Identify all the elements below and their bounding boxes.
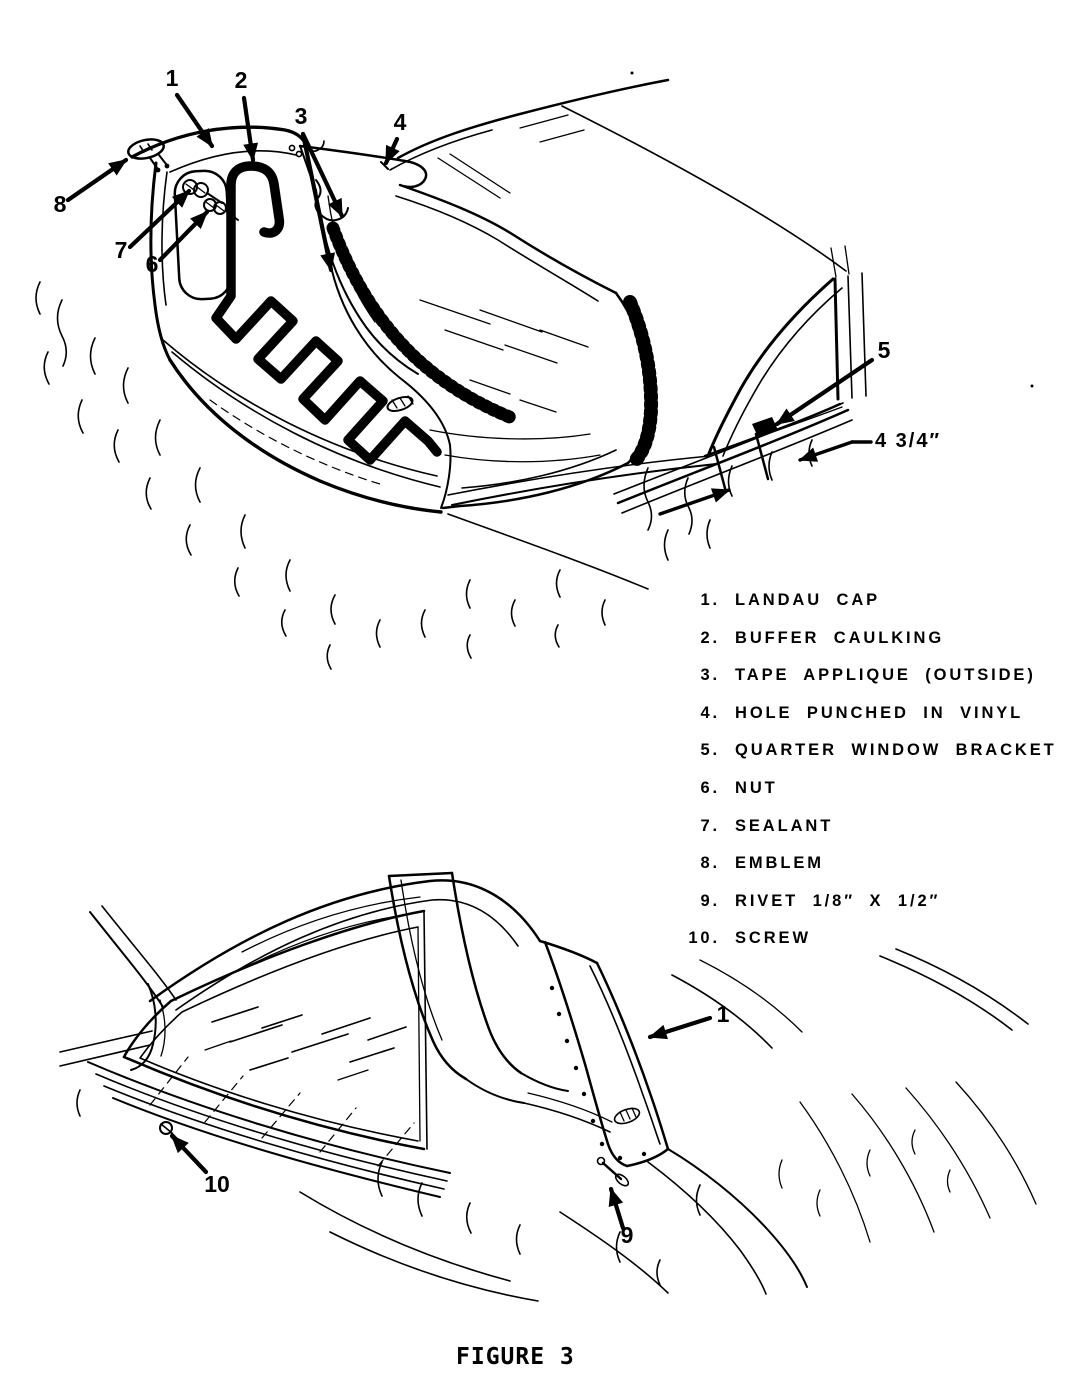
deck-molding (88, 1057, 450, 1197)
part-number: 1. (700, 591, 720, 609)
rivet-holes (550, 986, 646, 1160)
part-number: 6. (700, 778, 720, 797)
parts-list-row (648, 778, 1057, 816)
callout-4-label: 4 (393, 109, 407, 135)
landau-cap-installed (540, 941, 668, 1166)
part-label: SEALANT (735, 816, 834, 835)
parts-list (648, 590, 1057, 966)
figure-caption: FIGURE 3 (456, 1344, 575, 1370)
emblem-icon (127, 136, 170, 172)
callout-1b-label: 1 (716, 1001, 730, 1027)
top-callouts (54, 65, 941, 514)
cap-emblem-icon (613, 1105, 642, 1126)
dimension-label: 4 3/4″ (875, 430, 942, 452)
rear-window (124, 911, 427, 1149)
part-label: NUT (735, 778, 778, 797)
quarter-panel-body (648, 949, 1036, 1294)
callout-1b-arrow (650, 1018, 710, 1037)
callout-9-label: 9 (620, 1222, 634, 1248)
callout-5-arrow (777, 360, 872, 424)
part-number: 9. (700, 891, 720, 910)
callout-7-label: 7 (114, 237, 128, 263)
part-number: 8. (700, 854, 720, 873)
callout-6-arrow (160, 212, 207, 260)
parts-list-row (648, 703, 1057, 741)
parts-list-row (648, 590, 1057, 628)
part-number: 5. (700, 741, 720, 760)
callout-10-label: 10 (204, 1171, 230, 1197)
callout-3-label: 3 (294, 103, 308, 129)
parts-list-row (648, 665, 1057, 703)
part-label: QUARTER WINDOW BRACKET (735, 741, 1057, 760)
part-number: 10. (688, 929, 720, 948)
callout-8-arrow (68, 160, 126, 200)
parts-list-row (648, 740, 1057, 778)
parts-list-row (648, 816, 1057, 854)
part-number: 4. (700, 703, 720, 722)
callout-3-arrow-b (303, 134, 331, 270)
part-label: LANDAU CAP (735, 591, 881, 609)
parts-list-row (648, 928, 1057, 966)
part-label: SCREW (735, 929, 811, 948)
part-label: BUFFER CAULKING (735, 628, 945, 647)
buffer-caulking-bead (216, 166, 437, 460)
rivet-icon (598, 1158, 631, 1188)
vinyl-wrinkle-texture-bottom (77, 1090, 700, 1301)
part-number: 3. (700, 666, 720, 685)
dimension-arrow-right (800, 442, 852, 460)
window-frame (289, 145, 716, 589)
callout-8-label: 8 (53, 191, 67, 217)
bottom-callouts (172, 1001, 730, 1248)
callout-6-label: 6 (145, 251, 159, 277)
callout-2-label: 2 (234, 67, 248, 93)
callout-1-label: 1 (165, 65, 179, 91)
top-diagram (36, 65, 1034, 669)
parts-list-row (648, 853, 1057, 891)
callout-5-label: 5 (877, 337, 891, 363)
part-label: RIVET 1/8″ X 1/2″ (735, 891, 941, 910)
callout-1-arrow (177, 95, 212, 146)
parts-list-row (648, 628, 1057, 666)
part-label: TAPE APPLIQUE (OUTSIDE) (735, 666, 1036, 685)
part-label: EMBLEM (735, 854, 824, 873)
parts-list-row (648, 891, 1057, 929)
callout-10-arrow (172, 1136, 206, 1172)
part-label: HOLE PUNCHED IN VINYL (735, 703, 1024, 722)
part-number: 7. (700, 816, 720, 835)
part-number: 2. (700, 628, 720, 647)
